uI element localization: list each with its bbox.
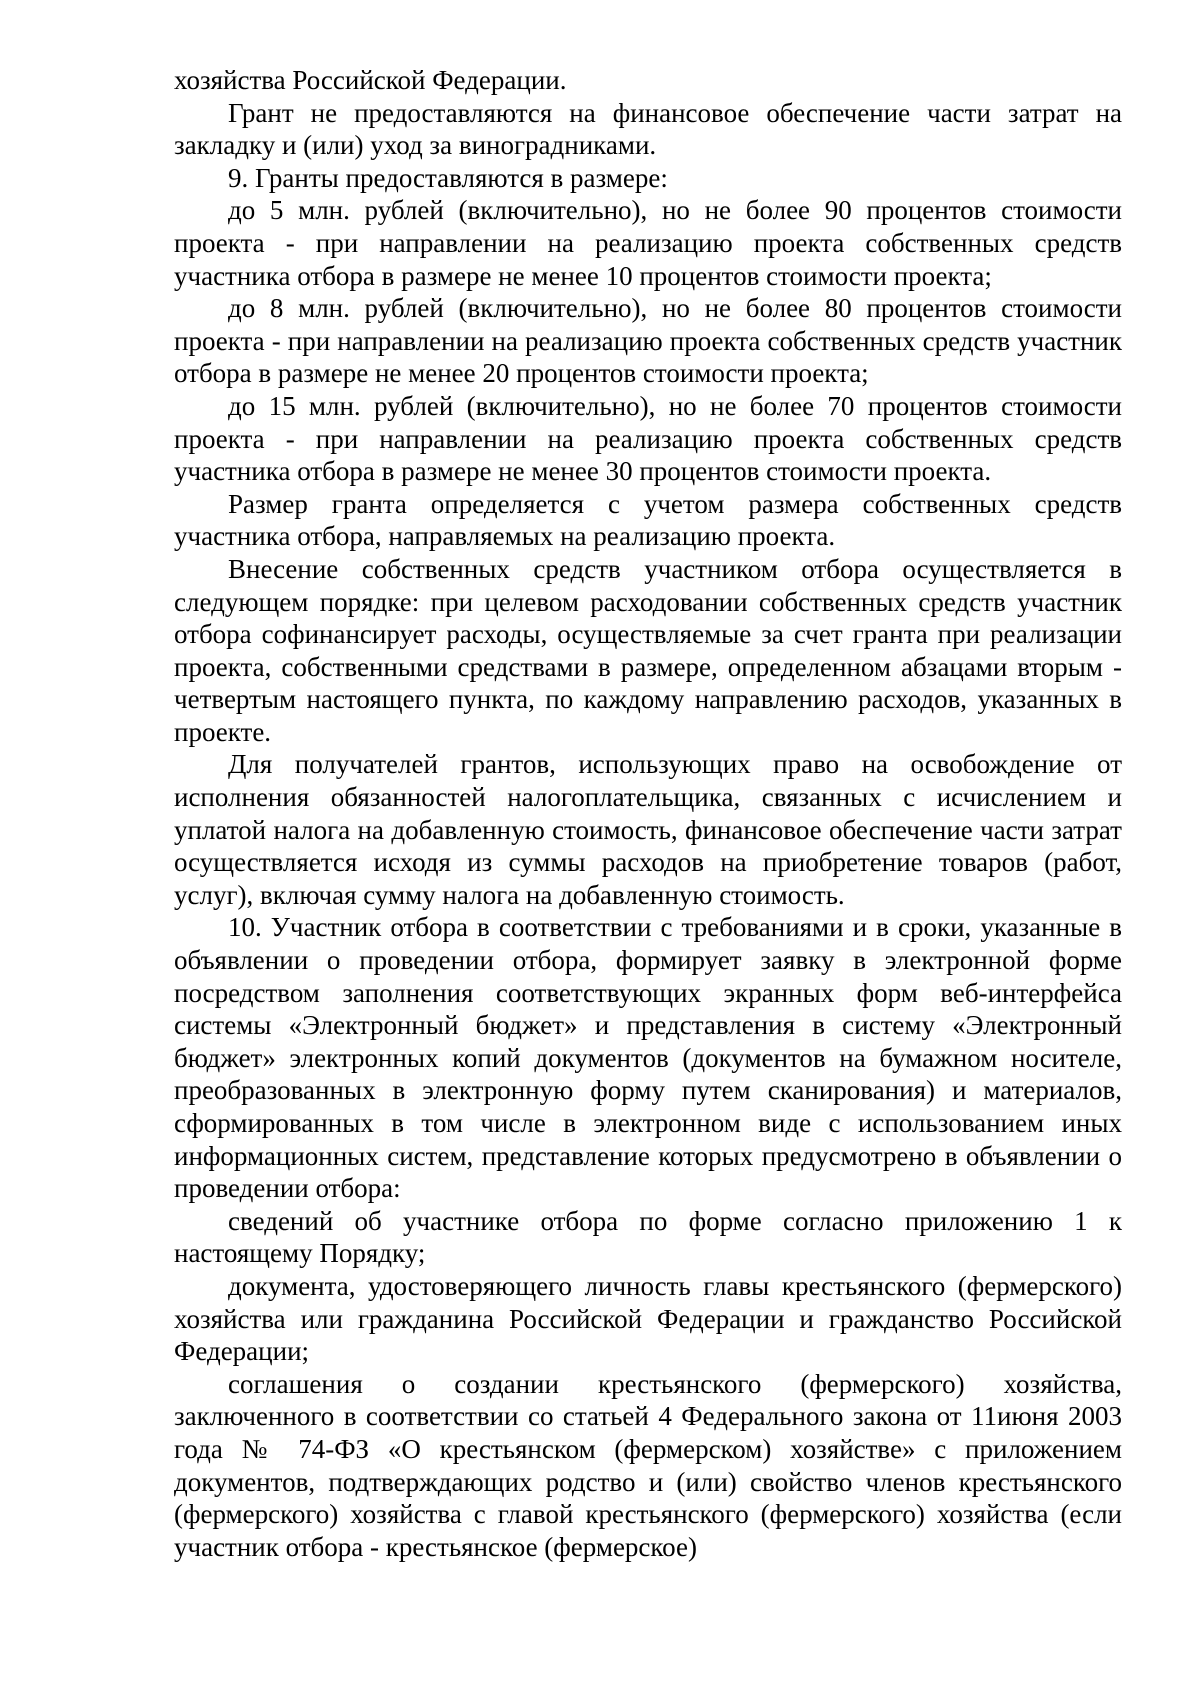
paragraph-grant-5-mln: до 5 млн. рублей (включительно), но не более 90 процентов стоимости проекта - при направлении на реализацию проекта собственных средств участника отбора в размере не менее 10 процентов стоимости проекта; bbox=[174, 195, 1122, 291]
paragraph-vat-exemption: Для получателей грантов, использующих право на освобождение от исполнения обязанностей налогоплательщика, связанных с исчислением и уплатой налога на добавленную стоимость, финансовое обеспечение части затрат осуществляется исходя из суммы расходов на приобретение товаров (работ, услуг), включая сумму налога на добавленную стоимость. bbox=[174, 749, 1122, 910]
paragraph-farm-agreement: соглашения о создании крестьянского (фермерского) хозяйства, заключенного в соответствии со статьей 4 Федерального закона от 11июня 2003 года № 74-ФЗ «О крестьянском (фермерском) хозяйстве» с приложением документов, подтверждающих родство и (или) свойство членов крестьянского (фермерского) хозяйства с главой крестьянского (фермерского) хозяйства (если участник отбора - крестьянское (фермерское) bbox=[174, 1368, 1122, 1562]
paragraph-identity-document: документа, удостоверяющего личность главы крестьянского (фермерского) хозяйства или гражданина Российской Федерации и гражданство Российской Федерации; bbox=[174, 1270, 1122, 1367]
paragraph-grant-8-mln: до 8 млн. рублей (включительно), но не более 80 процентов стоимости проекта - при направлении на реализацию проекта собственных средств участник отбора в размере не менее 20 процентов стоимости проекта; bbox=[174, 293, 1122, 389]
paragraph-item-9-heading: 9. Гранты предоставляются в размере: bbox=[228, 162, 668, 193]
paragraph-grant-vineyards: Грант не предоставляются на финансовое обеспечение части затрат на закладку и (или) уход за виноградниками. bbox=[174, 97, 1122, 161]
paragraph-own-funds: Внесение собственных средств участником отбора осуществляется в следующем порядке: при целевом расходовании собственных средств участник отбора софинансирует расходы, осуществляемые за счет гранта при реализации проекта, собственными средствами в размере, определенном абзацами вторым - четвертым настоящего пункта, по каждому направлению расходов, указанных в проекте. bbox=[174, 553, 1122, 747]
paragraph-continuation: хозяйства Российской Федерации. bbox=[174, 65, 567, 95]
paragraph-grant-15-mln: до 15 млн. рублей (включительно), но не более 70 процентов стоимости проекта - при направлении на реализацию проекта собственных средств участника отбора в размере не менее 30 процентов стоимости проекта. bbox=[174, 390, 1122, 487]
document-page bbox=[174, 64, 1122, 1563]
paragraph-grant-size: Размер гранта определяется с учетом размера собственных средств участника отбора, направляемых на реализацию проекта. bbox=[174, 488, 1122, 552]
paragraph-item-10-application: 10. Участник отбора в соответствии с требованиями и в сроки, указанные в объявлении о проведении отбора, формирует заявку в электронной форме посредством заполнения соответствующих экранных форм веб-интерфейса системы «Электронный бюджет» и представления в систему «Электронный бюджет» электронных копий документов (документов на бумажном носителе, преобразованных в электронную форму путем сканирования) и материалов, сформированных в том числе в электронном виде с использованием иных информационных систем, представление которых предусмотрено в объявлении о проведении отбора: bbox=[174, 912, 1122, 1204]
paragraph-participant-info: сведений об участнике отбора по форме согласно приложению 1 к настоящему Порядку; bbox=[174, 1205, 1122, 1269]
